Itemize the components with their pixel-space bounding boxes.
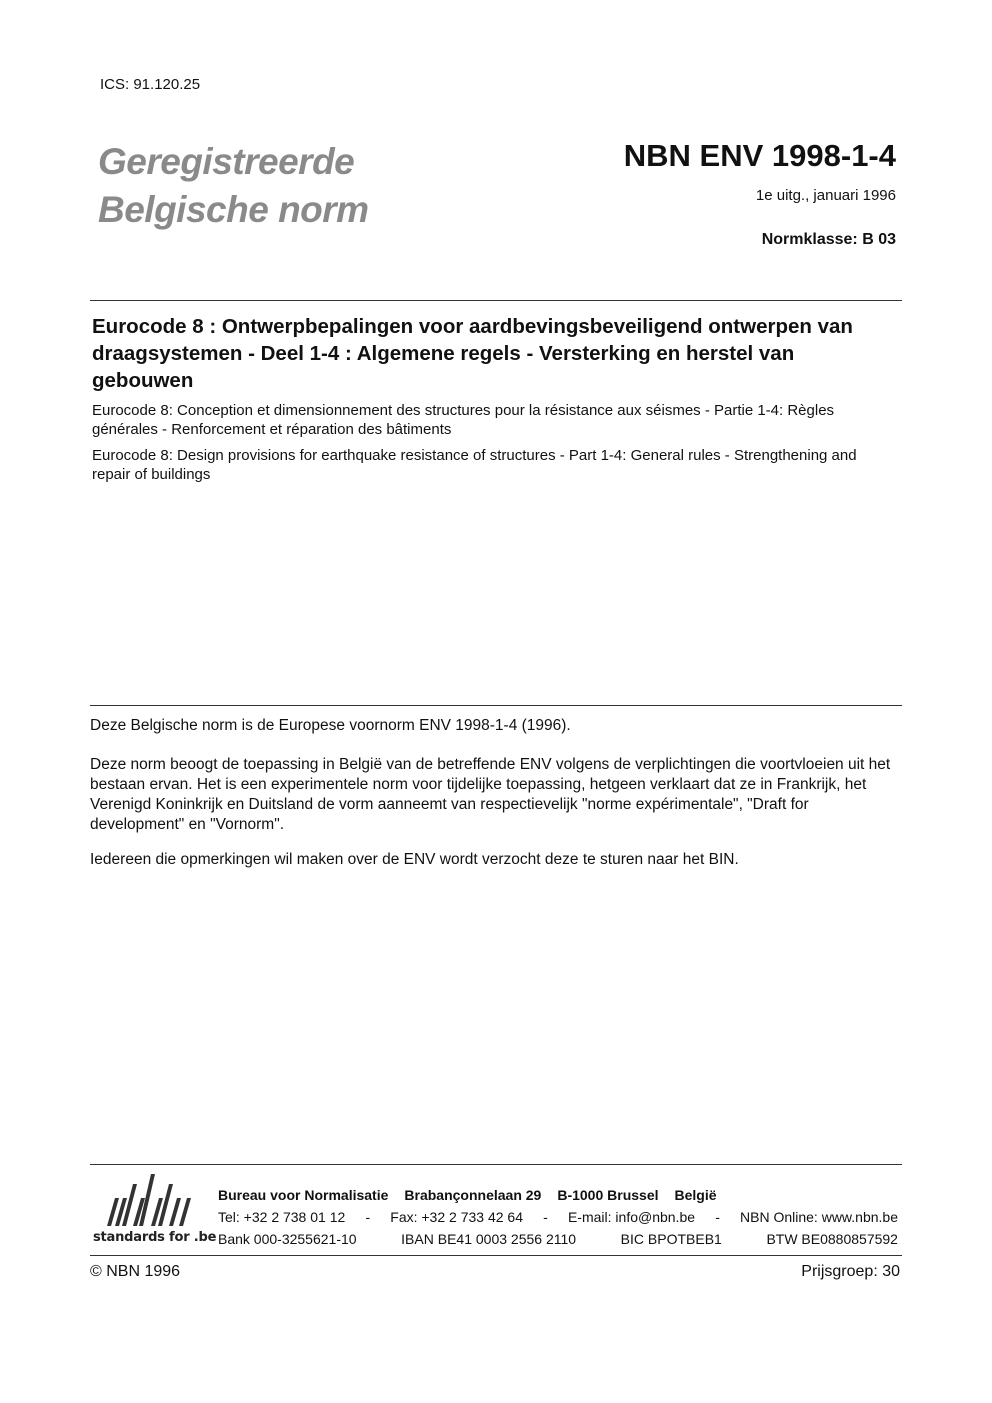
copyright: © NBN 1996 [90,1263,181,1280]
vat-number: BTW BE0880857592 [766,1231,898,1247]
title-french: Eurocode 8: Conception et dimensionnement des structures pour la résistance aux séismes - Partie 1-4: Règles générales - Renforcement et réparation des bâtiments [92,402,835,438]
fax: Fax: +32 2 733 42 64 [390,1209,523,1225]
address-row [218,1184,898,1206]
ics-code: ICS: 91.120.25 [100,76,201,93]
separator: - [543,1209,548,1225]
body-paragraph-3: Iedereen die opmerkingen wil maken over de ENV wordt verzocht deze te sturen naar het BIN. [90,851,739,868]
divider-top [90,300,902,301]
bic: BIC BPOTBEB1 [620,1231,722,1247]
registered-norm-title [98,138,369,234]
divider-footer-bottom [90,1255,902,1256]
standard-number: NBN ENV 1998-1-4 [623,138,896,173]
separator: - [365,1209,371,1225]
telephone: Tel: +32 2 738 01 12 [218,1209,346,1225]
registered-norm-line2: Belgische norm [98,189,369,230]
bank-row [218,1228,898,1250]
divider-footer-top [90,1164,902,1165]
org-name: Bureau voor Normalisatie [218,1187,389,1203]
title-english: Eurocode 8: Design provisions for earthquake resistance of structures - Part 1-4: General rules - Strengthening and repair of buildings [92,447,857,483]
logo-tagline: standards for .be [93,1230,217,1245]
bank-account: Bank 000-3255621-10 [218,1231,357,1247]
country: België [674,1187,717,1203]
body-paragraph-1: Deze Belgische norm is de Europese voornorm ENV 1998-1-4 (1996). [90,717,571,734]
street-address: Brabançonnelaan 29 [404,1187,542,1203]
body-paragraph-2: Deze norm beoogt de toepassing in België van de betreffende ENV volgens de verplichtingen die voortvloeien uit het bestaan ervan. Het is een experimentele norm voor tijdelijke toepassing, hetgeen verklaart dat ze in Frankrijk, het Verenigd Koninkrijk en Duitsland de vorm aanneemt van respectievelijk "norme expérimentale", "Draft for development" en "Vornorm". [90,756,891,833]
website-link[interactable]: NBN Online: www.nbn.be [740,1209,898,1225]
price-group: Prijsgroep: 30 [801,1263,900,1280]
divider-middle [90,705,902,706]
edition-date: 1e uitg., januari 1996 [755,187,896,204]
norm-class: Normklasse: B 03 [761,231,896,248]
registered-norm-line1: Geregistreerde [98,141,355,182]
footer-contact-block [218,1184,898,1250]
title-dutch: Eurocode 8 : Ontwerpbepalingen voor aardbevingsbeveiligend ontwerpen van draagsystemen - Deel 1-4 : Algemene regels - Versterking en herstel van gebouwen [92,315,853,392]
email-link[interactable]: E-mail: info@nbn.be [567,1209,696,1225]
separator: - [715,1209,720,1225]
contact-row [218,1206,898,1228]
city: B-1000 Brussel [557,1187,659,1203]
iban: IBAN BE41 0003 2556 2110 [401,1231,577,1247]
